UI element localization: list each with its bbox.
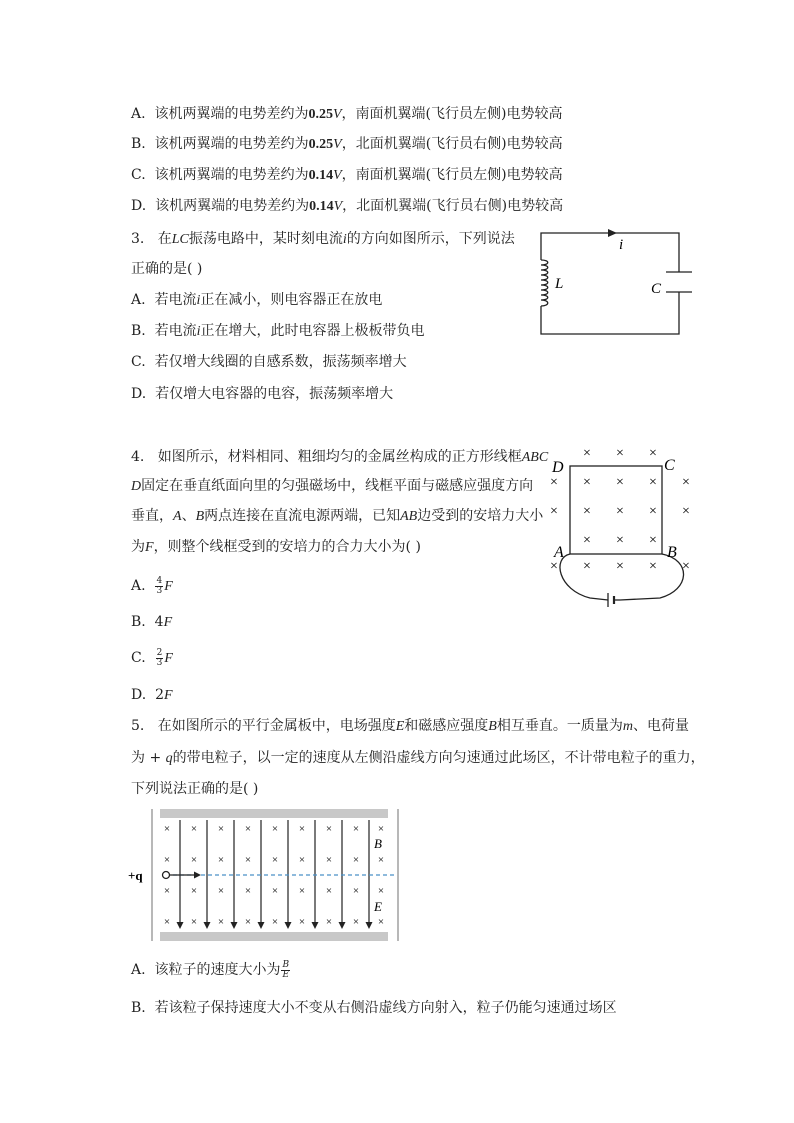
b-field-cross: ×: [377, 916, 385, 928]
b-field-cross: ×: [649, 475, 657, 490]
q3-stem-line2: 正确的是( ): [131, 261, 203, 277]
b-field-cross: ×: [217, 823, 225, 835]
b-field-cross: ×: [649, 559, 657, 574]
b-field-cross: ×: [244, 823, 252, 835]
b-field-cross: ×: [616, 504, 624, 519]
b-field-cross: ×: [649, 446, 657, 461]
b-field-cross: ×: [217, 916, 225, 928]
b-field-cross: ×: [682, 559, 690, 574]
e-field-label: E: [374, 899, 382, 914]
b-field-cross: ×: [325, 854, 333, 866]
e-field-arrowhead: [258, 922, 265, 929]
q3-stem: 3. 在LC振荡电路中，某时刻电流i的方向如图所示，下列说法: [131, 231, 515, 247]
b-field-cross: ×: [550, 475, 558, 490]
fraction-4-3: $\frac{4}{3}$: [156, 575, 163, 596]
q4-option-c: C. $\frac{2}{3}$ F: [131, 647, 173, 668]
b-field-cross: ×: [649, 533, 657, 548]
b-field-cross: ×: [616, 446, 624, 461]
e-field-arrowhead: [285, 922, 292, 929]
q2-option-c: C. 该机两翼端的电势差约为0.14V，南面机翼端(飞行员左侧)电势较高: [131, 167, 563, 183]
b-field-label: B: [374, 836, 382, 851]
b-field-cross: ×: [163, 854, 171, 866]
e-field-arrowhead: [177, 922, 184, 929]
b-field-cross: ×: [583, 559, 591, 574]
b-field-cross: ×: [217, 854, 225, 866]
q3-option-c: C. 若仅增大线圈的自感系数，振荡频率增大: [131, 354, 407, 370]
b-field-cross: ×: [190, 854, 198, 866]
b-field-cross: ×: [298, 916, 306, 928]
q2-option-b: B. 该机两翼端的电势差约为0.25V，北面机翼端(飞行员右侧)电势较高: [131, 136, 563, 152]
b-field-cross: ×: [217, 885, 225, 897]
b-field-cross: ×: [163, 823, 171, 835]
q5-stem-line3: 下列说法正确的是( ): [131, 781, 259, 797]
b-field-cross: ×: [190, 823, 198, 835]
capacitor-label: C: [651, 281, 662, 297]
b-field-cross: ×: [244, 854, 252, 866]
vertex-a-label: A: [554, 544, 564, 561]
b-field-cross: ×: [244, 885, 252, 897]
b-field-cross: ×: [352, 885, 360, 897]
b-field-cross: ×: [352, 916, 360, 928]
b-field-cross: ×: [325, 885, 333, 897]
b-field-cross: ×: [325, 823, 333, 835]
b-field-cross: ×: [550, 559, 558, 574]
q5-stem-line2: 为 + q的带电粒子，以一定的速度从左侧沿虚线方向匀速通过此场区，不计带电粒子的重力，: [131, 750, 705, 766]
q4-option-a: A. $\frac{4}{3}$ F: [131, 575, 173, 596]
e-field-arrowhead: [366, 922, 373, 929]
q4-stem-line4: 为F，则整个线框受到的安培力的合力大小为( ): [131, 539, 421, 555]
b-field-cross: ×: [616, 475, 624, 490]
b-field-cross: ×: [271, 885, 279, 897]
current-label: i: [619, 237, 624, 253]
b-field-cross: ×: [163, 885, 171, 897]
q4-stem-line1: 4. 如图所示，材料相同、粗细均匀的金属丝构成的正方形线框ABC: [131, 449, 549, 465]
b-field-cross: ×: [616, 533, 624, 548]
b-field-cross: ×: [190, 916, 198, 928]
b-field-cross: ×: [682, 475, 690, 490]
b-field-cross: ×: [616, 559, 624, 574]
vertex-b-label: B: [667, 544, 677, 561]
b-field-cross: ×: [377, 854, 385, 866]
b-field-cross: ×: [190, 885, 198, 897]
b-field-cross: ×: [583, 533, 591, 548]
e-field-arrowhead: [231, 922, 238, 929]
b-field-cross: ×: [298, 885, 306, 897]
b-field-cross: ×: [583, 475, 591, 490]
b-field-cross: ×: [298, 854, 306, 866]
q5-option-b: B. 若该粒子保持速度大小不变从右侧沿虚线方向射入，粒子仍能匀速通过场区: [131, 1000, 617, 1016]
vertex-c-label: C: [664, 457, 675, 474]
b-field-cross: ×: [649, 504, 657, 519]
b-field-cross: ×: [271, 854, 279, 866]
q5-option-a: A. 该粒子的速度大小为 $\frac{B}{E}$: [131, 959, 290, 980]
q4-option-b: B. 4F: [131, 614, 173, 630]
q3-option-b: B. 若电流i正在增大，此时电容器上极板带负电: [131, 323, 425, 339]
q3-option-a: A. 若电流i正在减小，则电容器正在放电: [131, 292, 383, 308]
b-field-cross: ×: [377, 823, 385, 835]
fraction-b-over-e: $\frac{B}{E}$: [282, 959, 290, 980]
b-field-cross: ×: [298, 823, 306, 835]
b-field-cross: ×: [325, 916, 333, 928]
b-field-cross: ×: [682, 504, 690, 519]
q2-option-d: D. 该机两翼端的电势差约为0.14V，北面机翼端(飞行员右侧)电势较高: [131, 198, 564, 214]
q4-option-d: D. 2F: [131, 687, 173, 703]
e-field-arrowhead: [204, 922, 211, 929]
b-field-cross: ×: [352, 823, 360, 835]
inductor-label: L: [555, 276, 564, 292]
q4-stem-line3: 垂直，A、B两点连接在直流电源两端，已知AB边受到的安培力大小: [131, 508, 544, 524]
b-field-cross: ×: [244, 916, 252, 928]
q2-option-a: A. 该机两翼端的电势差约为0.25V，南面机翼端(飞行员左侧)电势较高: [131, 106, 563, 122]
charge-label: +q: [128, 868, 143, 883]
q5-stem-line1: 5. 在如图所示的平行金属板中，电场强度E和磁感应强度B相互垂直。一质量为m、电荷量: [131, 718, 689, 734]
e-field-arrowhead: [312, 922, 319, 929]
q4-stem-line2: D固定在垂直纸面向里的匀强磁场中，线框平面与磁感应强度方向: [131, 478, 534, 494]
fraction-2-3: $\frac{2}{3}$: [156, 647, 163, 668]
vertex-d-label: D: [552, 459, 564, 476]
b-field-cross: ×: [271, 916, 279, 928]
b-field-cross: ×: [583, 446, 591, 461]
b-field-cross: ×: [377, 885, 385, 897]
e-field-arrowhead: [339, 922, 346, 929]
b-field-cross: ×: [271, 823, 279, 835]
b-field-cross: ×: [583, 504, 591, 519]
b-field-cross: ×: [163, 916, 171, 928]
b-field-cross: ×: [550, 504, 558, 519]
b-field-cross: ×: [352, 854, 360, 866]
q3-option-d: D. 若仅增大电容器的电容，振荡频率增大: [131, 386, 394, 402]
